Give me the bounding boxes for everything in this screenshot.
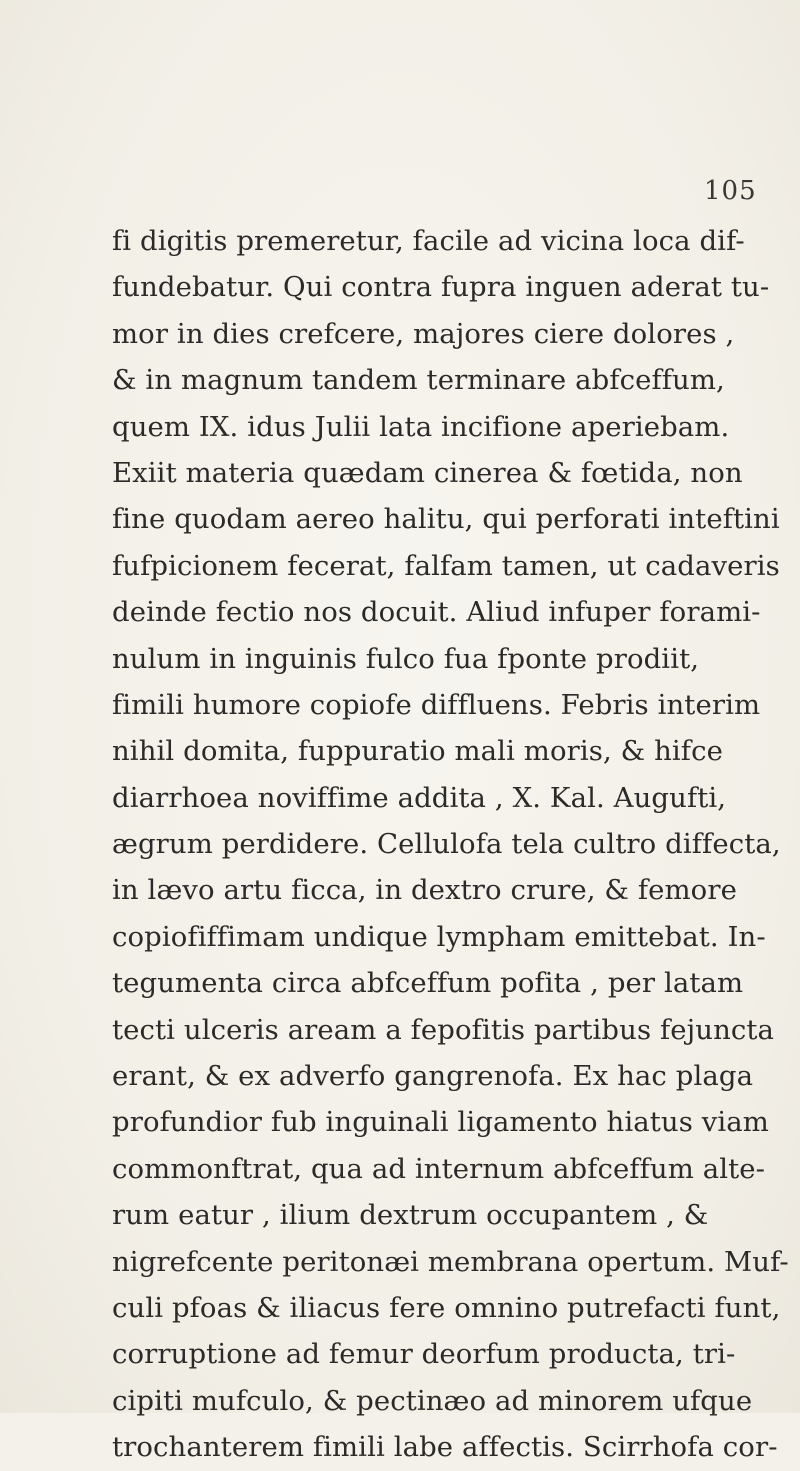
text-line: fi digitis premeretur, facile ad vicina loca dif- (112, 225, 745, 257)
text-line: cipiti mufculo, & pectinæo ad minorem ufque (112, 1384, 753, 1417)
text-line: fine quodam aereo halitu, qui perforati inteftini (112, 503, 780, 536)
text-line: profundior fub inguinali ligamento hiatus viam (112, 1106, 769, 1139)
text-line: fufpicionem fecerat, falfam tamen, ut cadaveris (112, 549, 780, 582)
text-line: fimili humore copiofe diffluens. Febris interim (112, 688, 761, 721)
text-line: & in magnum tandem terminare abfceffum, (112, 364, 725, 397)
text-line: deinde fectio nos docuit. Aliud infuper forami- (112, 596, 761, 629)
text-line: nihil domita, fuppuratio mali moris, & hifce (112, 735, 723, 768)
page-number: 105 (704, 176, 757, 206)
text-line: rum eatur , ilium dextrum occupantem , & (112, 1199, 709, 1232)
text-line: trochanterem fimili labe affectis. Scirrhofa cor- (112, 1431, 778, 1464)
text-line: nulum in inguinis fulco fua fponte prodiit, (112, 642, 700, 675)
text-line: erant, & ex adverfo gangrenofa. Ex hac plaga (112, 1060, 754, 1093)
text-line: commonftrat, qua ad internum abfceffum alte- (112, 1152, 766, 1185)
text-line: in lævo artu ficca, in dextro crure, & femore (112, 874, 737, 907)
text-line: quem IX. idus Julii lata incifione aperiebam. (112, 410, 730, 443)
text-line: ægrum perdidere. Cellulofa tela cultro diffecta, (112, 828, 781, 861)
text-line: diarrhoea noviffime addita , X. Kal. Augufti, (112, 781, 727, 814)
text-line: tegumenta circa abfceffum pofita , per latam (112, 967, 744, 1000)
text-line: mor in dies crefcere, majores ciere dolores , (112, 317, 735, 350)
text-line: copiofiffimam undique lympham emittebat. In- (112, 920, 766, 953)
text-line: corruptione ad femur deorfum producta, tri- (112, 1338, 736, 1371)
text-line: Exiit materia quædam cinerea & fœtida, non (112, 456, 743, 489)
text-line: fundebatur. Qui contra fupra inguen aderat tu- (112, 271, 770, 304)
text-line: culi pfoas & iliacus fere omnino putrefacti funt, (112, 1291, 781, 1324)
text-line: nigrefcente peritonæi membrana opertum. Muf- (112, 1245, 789, 1278)
text-line: tecti ulceris aream a fepofitis partibus fejuncta (112, 1013, 775, 1046)
body-text (112, 218, 789, 1471)
